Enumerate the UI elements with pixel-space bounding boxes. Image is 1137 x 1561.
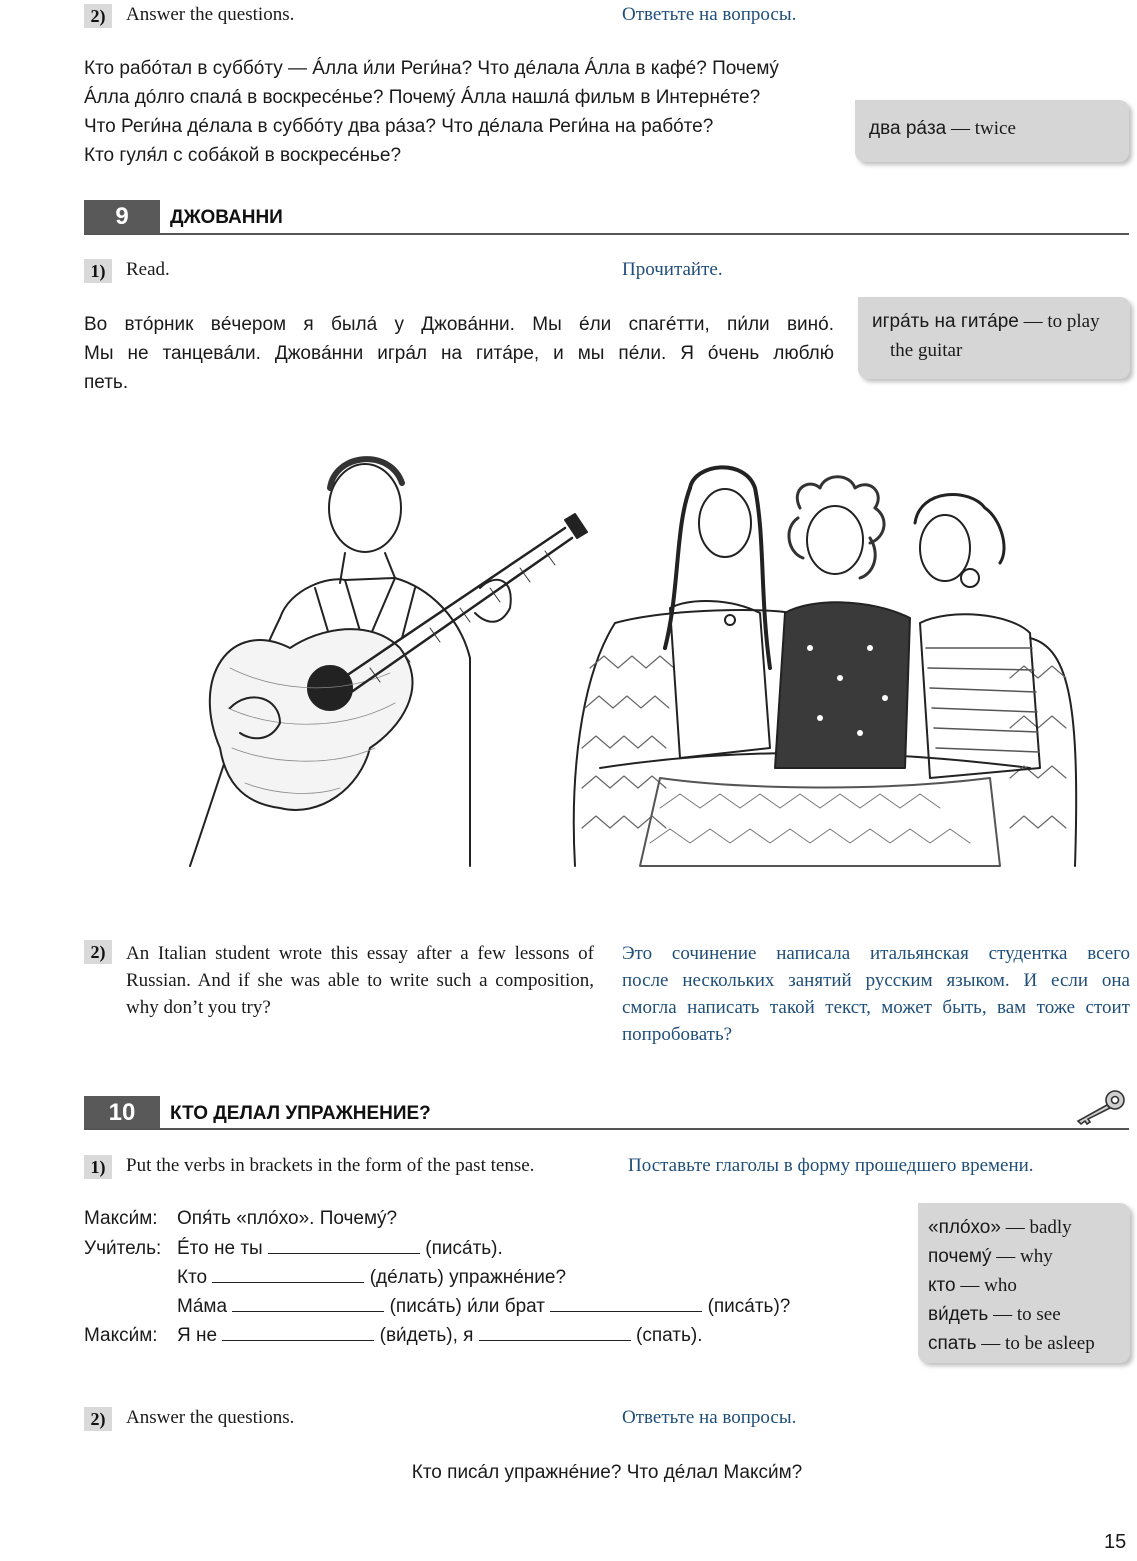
instruction-line: An Italian student wrote this essay after a few lessons of	[126, 943, 594, 964]
instruction-line: смогла написать такой текст, может быть, вам тоже стоит	[622, 997, 1130, 1018]
reading-line: петь.	[84, 372, 129, 393]
page-number: 15	[1104, 1531, 1127, 1553]
task-instruction-ru: Ответьте на вопросы.	[622, 1407, 797, 1428]
vocab-item	[928, 1242, 1095, 1271]
answer-blank[interactable]	[212, 1266, 364, 1283]
section-number: 9	[84, 200, 160, 234]
dialogue-text: Éто не ты	[177, 1238, 263, 1259]
instruction-line: Это сочинение написала итальянская студентка всего	[622, 943, 1130, 964]
dialogue-text: (писáть) и́ли брат	[389, 1296, 545, 1317]
reading-text	[84, 310, 834, 397]
answer-blank[interactable]	[268, 1237, 420, 1254]
dialogue-line	[84, 1324, 703, 1347]
task-number: 1)	[84, 1155, 112, 1179]
answer-blank[interactable]	[479, 1324, 631, 1341]
woman3-top	[920, 614, 1040, 778]
vocab-item	[928, 1213, 1095, 1242]
reading-line: Во втóрник вéчером я былá у Джовáнни. Мы éли спагéтти, пи́ли винó.	[84, 314, 834, 335]
final-question: Кто писáл упражнéние? Что дéлал Макси́м?	[411, 1462, 803, 1483]
vocab-en: badly	[1029, 1217, 1072, 1238]
dialogue-text: Опя́ть «плóхо». Почемý?	[177, 1208, 398, 1229]
task-instruction-ru: Поставьте глаголы в форму прошедшего времени.	[628, 1155, 1034, 1176]
vocab-dash: —	[1000, 1217, 1030, 1238]
vocab-dash: —	[976, 1333, 1006, 1354]
vocab-note	[918, 1203, 1130, 1363]
task-instruction-en	[126, 940, 594, 1021]
dialogue-line	[177, 1266, 566, 1289]
instruction-line: попробовать?	[622, 1024, 733, 1045]
woman3-hair	[915, 494, 1004, 563]
vocab-note	[858, 297, 1130, 379]
vocab-list	[928, 1213, 1095, 1358]
instruction-line: why don’t you try?	[126, 997, 271, 1018]
instruction-line: после нескольких занятий русским языком. И если она	[622, 970, 1130, 991]
section-number: 10	[84, 1096, 160, 1130]
answer-blank[interactable]	[232, 1295, 384, 1312]
vocab-ru: «плóхо»	[928, 1217, 1001, 1238]
note-ru: два рáза	[869, 118, 947, 139]
task-instruction-en: Put the verbs in brackets in the form of the past tense.	[126, 1155, 535, 1176]
task-instruction-en: Read.	[126, 259, 170, 280]
vocab-item	[928, 1329, 1095, 1358]
reading-line: Мы не танцевáли. Джовáнни игрáл на гитáре, и мы пéли. Я óчень люблю́	[84, 343, 834, 364]
task-instruction-en: Answer the questions.	[126, 4, 295, 25]
dialogue-text: (спать).	[636, 1325, 703, 1346]
task-instruction-ru: Прочитайте.	[622, 259, 723, 280]
dialogue-text: (писáть).	[425, 1238, 503, 1259]
woman2-hair	[789, 477, 884, 578]
task-number: 2)	[84, 940, 112, 964]
question-line: Что Реги́на дéлала в суббóту два рáза? Что дéлала Реги́на на рабóте?	[84, 116, 714, 137]
vocab-note	[855, 100, 1129, 162]
answer-blank[interactable]	[550, 1295, 702, 1312]
vocab-en: why	[1019, 1246, 1053, 1267]
woman1-hair	[690, 467, 770, 668]
speaker-name: Учи́тель:	[84, 1238, 162, 1259]
woman3-head	[920, 515, 970, 581]
dialogue-line	[84, 1237, 503, 1260]
vocab-en: to be asleep	[1005, 1333, 1095, 1354]
dialogue-line	[177, 1295, 790, 1318]
vocab-ru: кто	[928, 1275, 956, 1296]
note-en: twice	[974, 118, 1016, 139]
questions-paragraph	[84, 54, 779, 170]
task-instruction-ru	[622, 940, 1130, 1048]
task-number: 2)	[84, 4, 112, 28]
question-line: Кто гуля́л с собáкой в воскресéнье?	[84, 145, 402, 166]
vocab-dash: —	[991, 1246, 1020, 1267]
question-line: Áлла дóлго спалá в воскресéнье? Почемý Áлла нашлá фильм в Интернéте?	[84, 87, 761, 108]
woman2-head	[807, 506, 863, 574]
man-head	[329, 464, 401, 552]
speaker-name: Макси́м:	[84, 1208, 158, 1229]
speaker-name: Макси́м:	[84, 1325, 158, 1346]
vocab-en: to see	[1016, 1304, 1061, 1325]
vocab-item	[928, 1271, 1095, 1300]
answer-blank[interactable]	[222, 1324, 374, 1341]
task-number: 2)	[84, 1407, 112, 1431]
note-dash: —	[946, 118, 975, 139]
dialogue-text: Я не	[177, 1325, 218, 1346]
vocab-item	[928, 1300, 1095, 1329]
question-line: Кто рабóтал в суббóту — Áлла и́ли Реги́на? Что дéлала Áлла в кафé? Почемý	[84, 58, 779, 79]
task-instruction-ru: Ответьте на вопросы.	[622, 4, 797, 25]
instruction-line: Russian. And if she was able to write such a composition,	[126, 970, 594, 991]
dialogue-line	[84, 1208, 397, 1230]
section-divider	[84, 1128, 1129, 1130]
key-icon	[1072, 1088, 1128, 1126]
sofa-outline	[574, 610, 790, 866]
guitar-body	[210, 629, 413, 810]
note-en-continued: the guitar	[890, 340, 963, 361]
dialogue-text: (ви́деть), я	[379, 1325, 474, 1346]
dialogue-text: Мáма	[177, 1296, 228, 1317]
note-ru: игрáть на гитáре	[872, 311, 1019, 332]
woman2-top	[775, 602, 910, 768]
dialogue-text: (писáть)?	[707, 1296, 791, 1317]
section-title: ДЖОВАННИ	[170, 207, 283, 228]
vocab-dash: —	[955, 1275, 985, 1296]
vocab-dash: —	[988, 1304, 1017, 1325]
section-divider	[84, 233, 1129, 235]
task-number: 1)	[84, 259, 112, 283]
woman1-head	[699, 489, 751, 557]
vocab-ru: почемý	[928, 1246, 992, 1267]
task-instruction-en: Answer the questions.	[126, 1407, 295, 1428]
vocab-en: who	[984, 1275, 1017, 1296]
dialogue-text: (дéлать) упражнéние?	[369, 1267, 567, 1288]
dialogue-text: Кто	[177, 1267, 208, 1288]
section-title: КТО ДЕЛАЛ УПРАЖНЕНИЕ?	[170, 1103, 431, 1124]
vocab-ru: спать	[928, 1333, 977, 1354]
note-en: to play	[1047, 311, 1100, 332]
note-dash: —	[1018, 311, 1048, 332]
illustration-guitar-singing	[170, 448, 1080, 870]
vocab-ru: ви́деть	[928, 1304, 989, 1325]
